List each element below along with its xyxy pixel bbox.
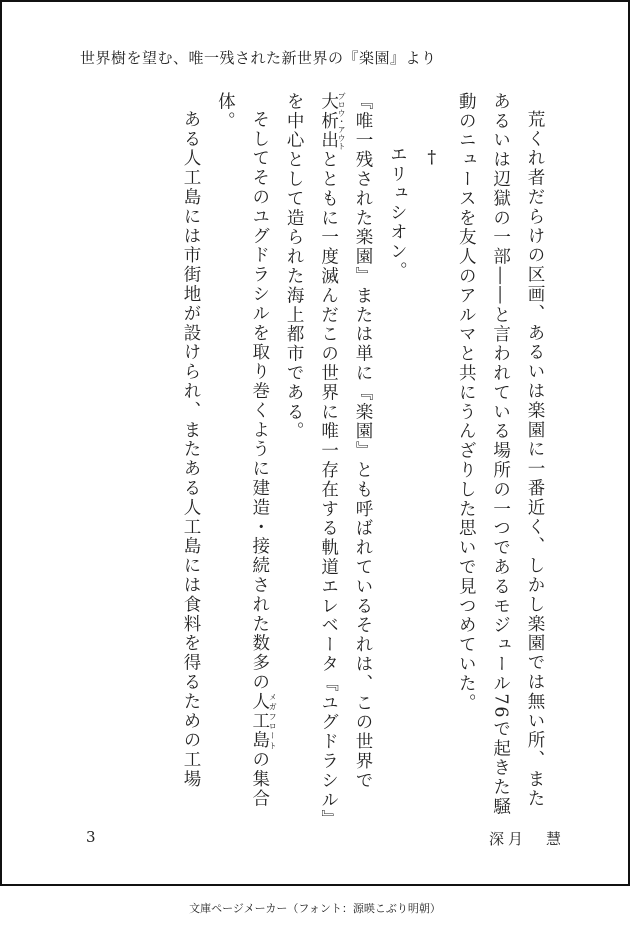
ruby-blow-out-reading: ブロウ・アウト [337, 92, 347, 151]
ruby-megafloat-reading: メガフロート [268, 691, 278, 750]
footer-credit: 文庫ページメーカー（フォント：源暎こぶり明朝） [189, 902, 441, 915]
paragraph-5: ある人工島には市街地が設けられ、またある人工島には食料を得るための工場 [180, 109, 201, 789]
author-name: 深月 慧 [489, 830, 566, 848]
book-title: 世界樹を望む、唯一残された新世界の『楽園』より [80, 49, 437, 67]
paragraph-elysion: エリュシオン。 [387, 144, 408, 281]
ruby-megafloat-base: 人工島 [249, 691, 270, 750]
page-number: 3 [86, 828, 96, 846]
paragraph-3-before: 『唯一残された楽園』または単に『楽園』とも呼ばれているそれは、この世界で [352, 92, 373, 791]
section-separator: † [421, 148, 442, 170]
paragraph-3-after: とともに一度滅んだこの世界に唯一存在する軌道エレベータ『ユグドラシル』を中心として造られた海上都市である。 [284, 92, 339, 821]
body-text [72, 92, 552, 824]
paragraph-4 [208, 92, 277, 824]
ruby-blow-out-base: 大析出 [318, 92, 339, 151]
ruby-megafloat [249, 691, 278, 750]
paragraph-4-after: の集合体。 [215, 92, 270, 808]
paragraph-1: 荒くれ者だらけの区画、あるいは楽園に一番近く、しかし楽園では無い所、またあるいは辺獄の一部――と言われている場所の一つであるモジュール76で起きた騒動のニュースを友人のアルマと共にうんざりした思いで見つめていた。 [456, 92, 545, 817]
paragraph-3 [277, 92, 380, 824]
ruby-blow-out [318, 92, 347, 151]
paragraph-4-before: そしてそのユグドラシルを取り巻くように建造・接続された数多の [249, 109, 270, 692]
